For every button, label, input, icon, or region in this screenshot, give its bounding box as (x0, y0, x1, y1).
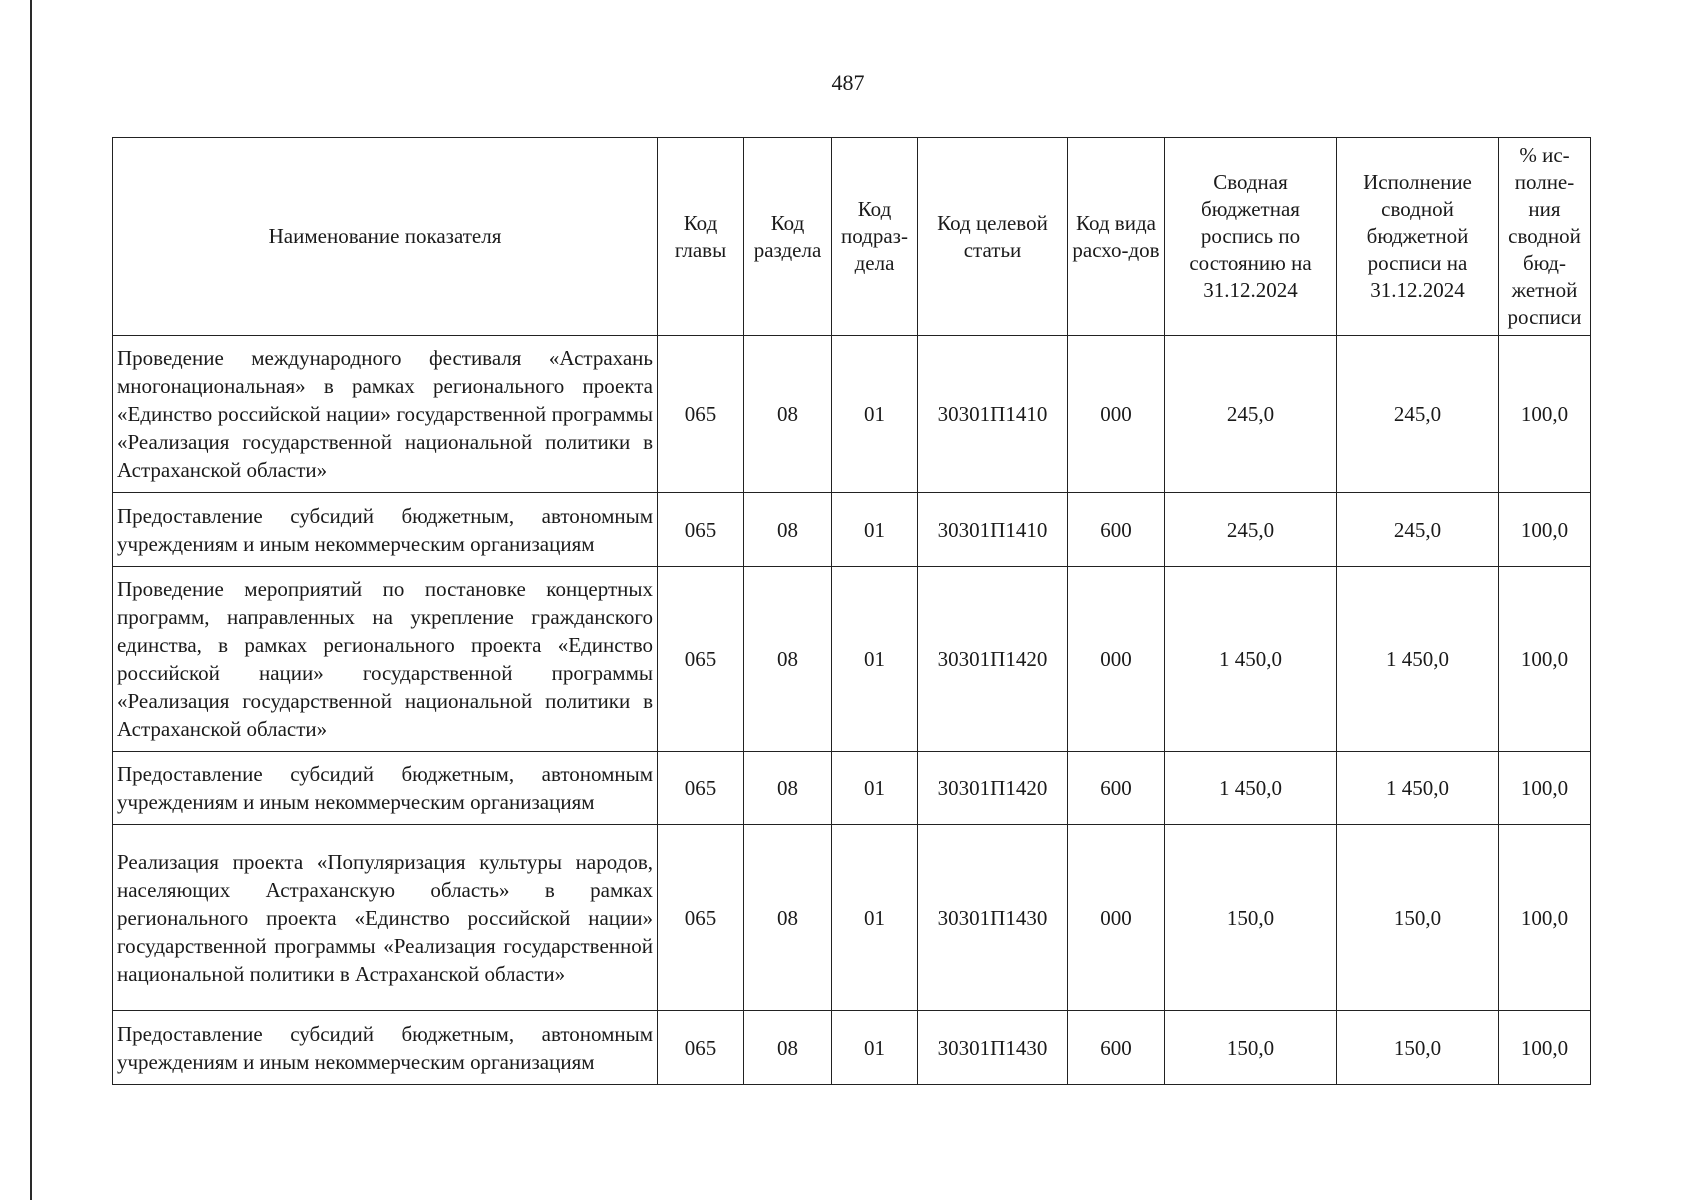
table-row (113, 567, 1591, 752)
cell-pct: 100,0 (1499, 567, 1591, 752)
cell-podrazdel: 01 (832, 1011, 918, 1085)
cell-target: 30301П1430 (918, 1011, 1068, 1085)
cell-fact: 245,0 (1337, 336, 1499, 493)
cell-fact: 1 450,0 (1337, 567, 1499, 752)
header-vid: Код вида расхо-дов (1068, 138, 1165, 336)
cell-pct: 100,0 (1499, 493, 1591, 567)
cell-podrazdel: 01 (832, 336, 918, 493)
cell-vid: 000 (1068, 825, 1165, 1011)
header-glava: Код главы (658, 138, 744, 336)
header-fact: Исполнение сводной бюджетной росписи на 31.12.2024 (1337, 138, 1499, 336)
cell-pct: 100,0 (1499, 825, 1591, 1011)
cell-glava: 065 (658, 336, 744, 493)
header-target: Код целевой статьи (918, 138, 1068, 336)
cell-plan: 1 450,0 (1165, 567, 1337, 752)
cell-name: Предоставление субсидий бюджетным, автономным учреждениям и иным некоммерческим организациям (113, 493, 658, 567)
cell-vid: 000 (1068, 336, 1165, 493)
cell-vid: 000 (1068, 567, 1165, 752)
left-margin-rule (30, 0, 32, 1200)
cell-vid: 600 (1068, 752, 1165, 825)
cell-fact: 150,0 (1337, 1011, 1499, 1085)
cell-podrazdel: 01 (832, 752, 918, 825)
cell-plan: 1 450,0 (1165, 752, 1337, 825)
table-row (113, 825, 1591, 1011)
cell-razdel: 08 (744, 336, 832, 493)
cell-glava: 065 (658, 752, 744, 825)
table-row (113, 493, 1591, 567)
cell-name: Предоставление субсидий бюджетным, автономным учреждениям и иным некоммерческим организациям (113, 1011, 658, 1085)
cell-razdel: 08 (744, 567, 832, 752)
cell-vid: 600 (1068, 1011, 1165, 1085)
cell-glava: 065 (658, 825, 744, 1011)
header-plan: Сводная бюджетная роспись по состоянию на 31.12.2024 (1165, 138, 1337, 336)
cell-glava: 065 (658, 493, 744, 567)
cell-name: Предоставление субсидий бюджетным, автономным учреждениям и иным некоммерческим организациям (113, 752, 658, 825)
page-number: 487 (831, 70, 865, 95)
cell-podrazdel: 01 (832, 825, 918, 1011)
cell-plan: 150,0 (1165, 1011, 1337, 1085)
cell-podrazdel: 01 (832, 567, 918, 752)
header-podrazdel: Код подраз-дела (832, 138, 918, 336)
header-name: Наименование показателя (113, 138, 658, 336)
cell-pct: 100,0 (1499, 336, 1591, 493)
cell-glava: 065 (658, 567, 744, 752)
cell-target: 30301П1410 (918, 493, 1068, 567)
table-row (113, 336, 1591, 493)
cell-glava: 065 (658, 1011, 744, 1085)
cell-fact: 245,0 (1337, 493, 1499, 567)
cell-pct: 100,0 (1499, 1011, 1591, 1085)
cell-razdel: 08 (744, 1011, 832, 1085)
cell-name: Проведение международного фестиваля «Астрахань многонациональная» в рамках регионального проекта «Единство российской нации» государственной программы «Реализация государственной национальной политики в Астраханской области» (113, 336, 658, 493)
cell-target: 30301П1410 (918, 336, 1068, 493)
cell-target: 30301П1430 (918, 825, 1068, 1011)
cell-plan: 150,0 (1165, 825, 1337, 1011)
cell-razdel: 08 (744, 752, 832, 825)
cell-podrazdel: 01 (832, 493, 918, 567)
cell-fact: 150,0 (1337, 825, 1499, 1011)
budget-table (112, 137, 1591, 1085)
cell-razdel: 08 (744, 825, 832, 1011)
table-row (113, 752, 1591, 825)
cell-target: 30301П1420 (918, 752, 1068, 825)
cell-plan: 245,0 (1165, 336, 1337, 493)
cell-plan: 245,0 (1165, 493, 1337, 567)
cell-fact: 1 450,0 (1337, 752, 1499, 825)
cell-vid: 600 (1068, 493, 1165, 567)
cell-pct: 100,0 (1499, 752, 1591, 825)
cell-name: Проведение мероприятий по постановке концертных программ, направленных на укрепление гражданского единства, в рамках регионального проекта «Единство российской нации» государственной программы «Реализация государственной национальной политики в Астраханской области» (113, 567, 658, 752)
cell-name: Реализация проекта «Популяризация культуры народов, населяющих Астраханскую область» в рамках регионального проекта «Единство российской нации» государственной программы «Реализация государственной национальной политики в Астраханской области» (113, 825, 658, 1011)
header-razdel: Код раздела (744, 138, 832, 336)
header-pct: % ис-полне-ния сводной бюд-жетной росписи (1499, 138, 1591, 336)
cell-target: 30301П1420 (918, 567, 1068, 752)
table-row (113, 1011, 1591, 1085)
cell-razdel: 08 (744, 493, 832, 567)
table-header-row (113, 138, 1591, 336)
